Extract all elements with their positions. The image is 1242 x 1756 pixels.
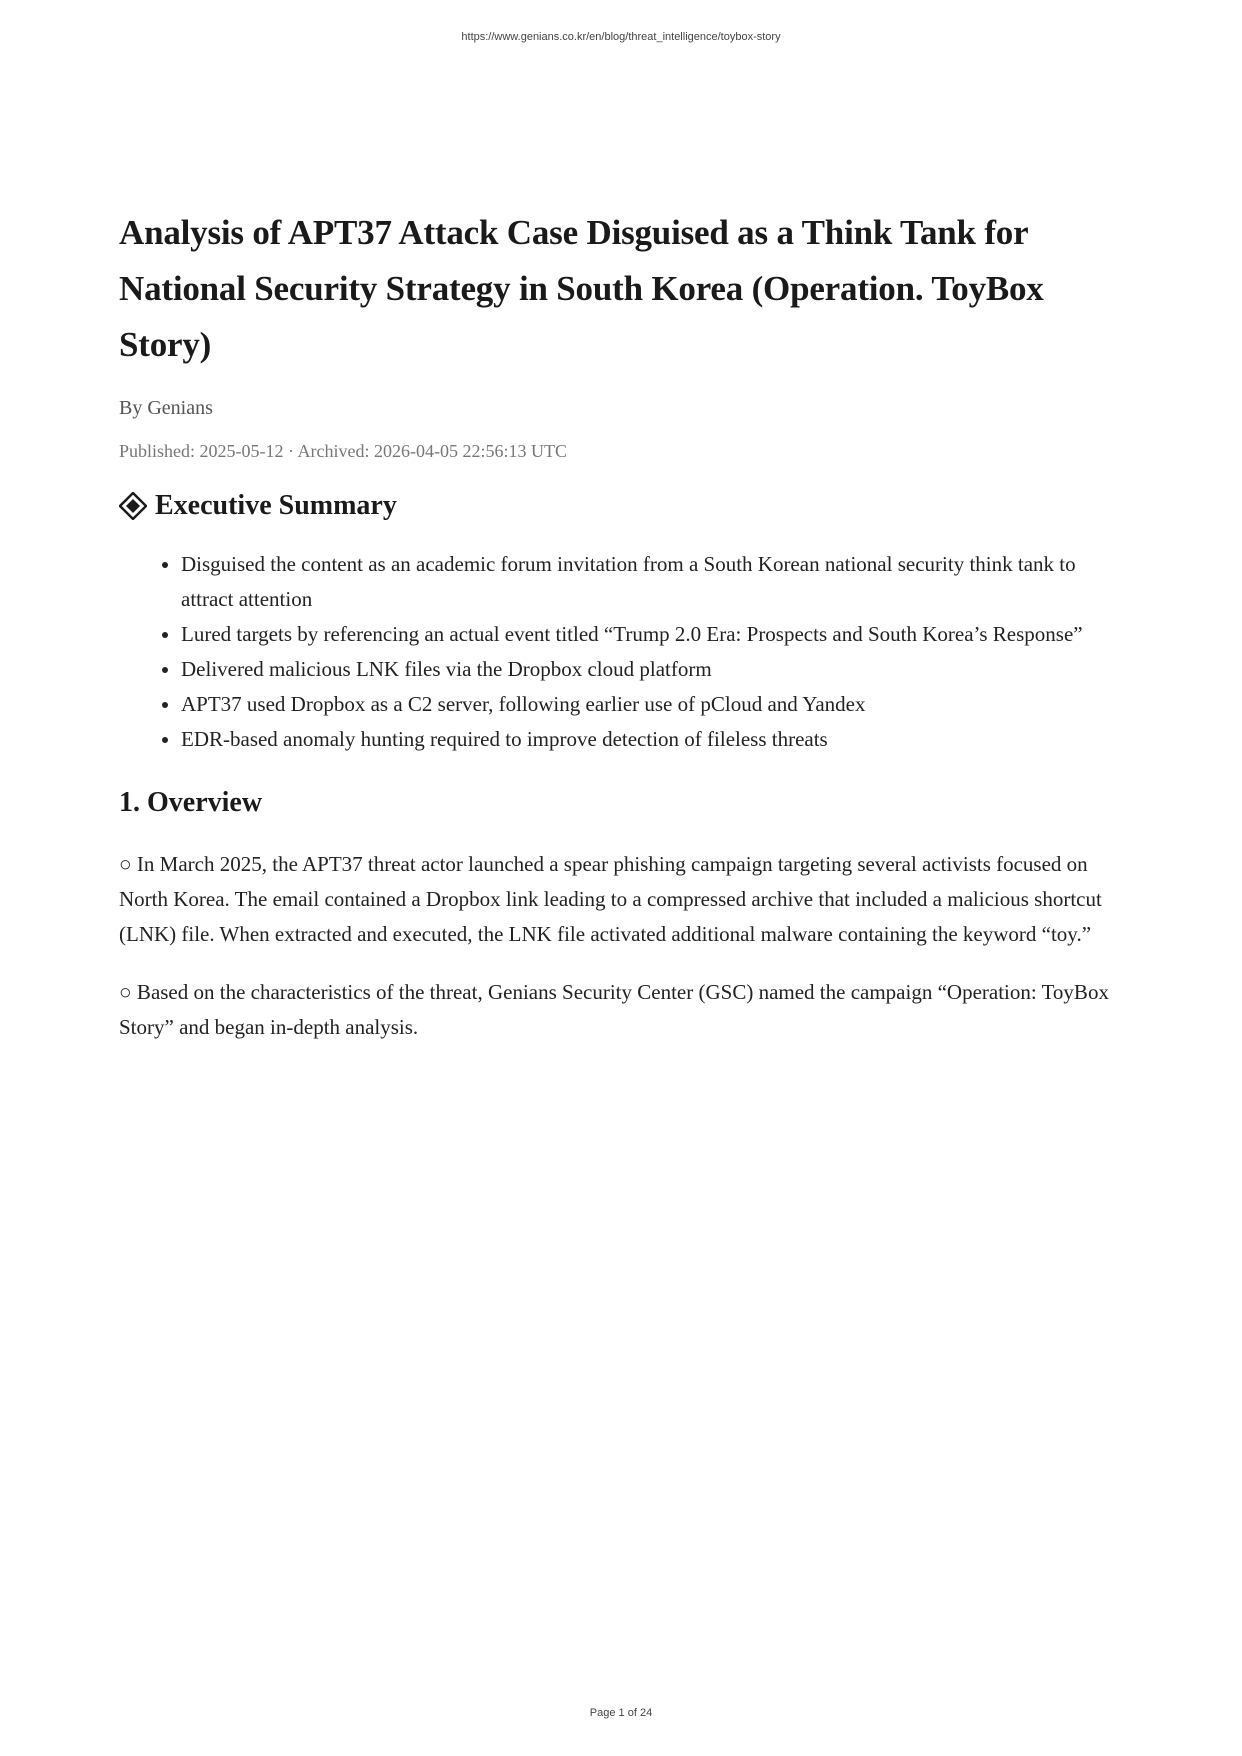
page-url: https://www.genians.co.kr/en/blog/threat_intelligence/toybox-story — [461, 31, 781, 43]
overview-paragraph: ○ In March 2025, the APT37 threat actor launched a spear phishing campaign targeting several activists focused on North Korea. The email contained a Dropbox link leading to a compressed archive that included a malicious shortcut (LNK) file. When extracted and executed, the LNK file activated additional malware containing the keyword “toy.” — [119, 852, 1102, 946]
article-title: Analysis of APT37 Attack Case Disguised as a Think Tank for National Security Strategy in South Korea (Operation. ToyBox Story) — [119, 213, 1044, 364]
list-item: • APT37 used Dropbox as a C2 server, following earlier use of pCloud and Yandex — [181, 687, 1129, 722]
article — [119, 205, 1129, 1045]
overview-heading: 1. Overview — [119, 787, 263, 818]
article-byline: By Genians — [119, 397, 213, 419]
executive-summary-heading — [119, 490, 1129, 522]
overview-paragraph: ○ Based on the characteristics of the threat, Genians Security Center (GSC) named the campaign “Operation: ToyBox Story” and began in-depth analysis. — [119, 980, 1109, 1039]
page-number: Page 1 of 24 — [589, 1707, 653, 1719]
diamond-icon — [119, 492, 147, 520]
list-item: • Lured targets by referencing an actual event titled “Trump 2.0 Era: Prospects and South Korea’s Response” — [181, 617, 1129, 652]
list-item: • Delivered malicious LNK files via the Dropbox cloud platform — [181, 652, 1129, 687]
list-item: • EDR-based anomaly hunting required to improve detection of fileless threats — [181, 722, 1129, 757]
executive-summary-list — [119, 547, 1129, 757]
article-meta: Published: 2025-05-12 · Archived: 2026-04-05 22:56:13 UTC — [119, 441, 567, 461]
list-item: • Disguised the content as an academic forum invitation from a South Korean national security think tank to attract attention — [181, 547, 1129, 617]
executive-summary-title: Executive Summary — [155, 490, 397, 521]
